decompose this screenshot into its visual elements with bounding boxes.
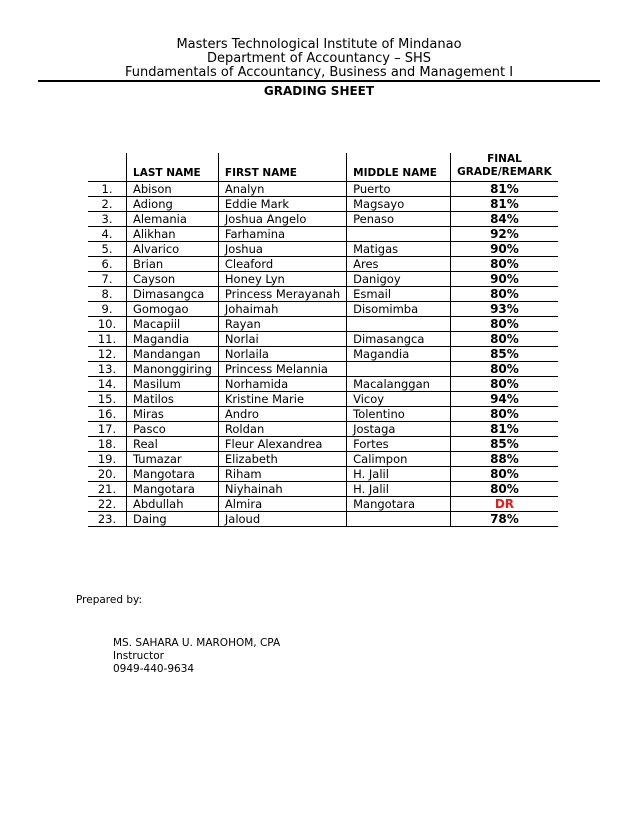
row-number: 14. [88, 377, 127, 392]
table-row [88, 287, 558, 302]
signatory-phone: 0949-440-9634 [113, 663, 195, 675]
grade-cell: 94% [451, 392, 558, 407]
grade-cell: 85% [451, 347, 558, 362]
middle-name-cell: Jostaga [347, 422, 451, 437]
middle-name-cell: Matigas [347, 242, 451, 257]
row-number: 9. [88, 302, 127, 317]
table-row [88, 332, 558, 347]
middle-name-cell: Mangotara [347, 497, 451, 512]
middle-name-cell: Macalanggan [347, 377, 451, 392]
last-name-cell: Real [127, 437, 219, 452]
table-body [88, 182, 558, 527]
last-name-cell: Miras [127, 407, 219, 422]
first-name-cell: Rayan [218, 317, 346, 332]
last-name-cell: Abison [127, 182, 219, 197]
last-name-cell: Adiong [127, 197, 219, 212]
col-first-name-header: FIRST NAME [218, 153, 346, 182]
last-name-cell: Cayson [127, 272, 219, 287]
first-name-cell: Johaimah [218, 302, 346, 317]
table-row [88, 227, 558, 242]
first-name-cell: Elizabeth [218, 452, 346, 467]
last-name-cell: Pasco [127, 422, 219, 437]
table-row [88, 452, 558, 467]
grade-cell: DR [451, 497, 558, 512]
grade-cell: 80% [451, 362, 558, 377]
grade-cell: 93% [451, 302, 558, 317]
header-divider [38, 80, 600, 82]
first-name-cell: Princess Merayanah [218, 287, 346, 302]
table-row [88, 257, 558, 272]
table-row [88, 212, 558, 227]
first-name-cell: Farhamina [218, 227, 346, 242]
row-number: 1. [88, 182, 127, 197]
school-name: Masters Technological Institute of Mindanao [176, 37, 462, 52]
middle-name-cell: Fortes [347, 437, 451, 452]
last-name-cell: Manonggiring [127, 362, 219, 377]
grade-cell: 80% [451, 257, 558, 272]
first-name-cell: Norlaila [218, 347, 346, 362]
last-name-cell: Tumazar [127, 452, 219, 467]
table-row [88, 377, 558, 392]
grade-cell: 81% [451, 422, 558, 437]
row-number: 16. [88, 407, 127, 422]
row-number: 19. [88, 452, 127, 467]
table-row [88, 467, 558, 482]
table-row [88, 317, 558, 332]
last-name-cell: Mangotara [127, 467, 219, 482]
grade-cell: 81% [451, 182, 558, 197]
last-name-cell: Alikhan [127, 227, 219, 242]
last-name-cell: Alvarico [127, 242, 219, 257]
last-name-cell: Matilos [127, 392, 219, 407]
grade-cell: 78% [451, 512, 558, 527]
table-row [88, 437, 558, 452]
row-number: 15. [88, 392, 127, 407]
signatory-position: Instructor [113, 650, 164, 662]
middle-name-cell: Magsayo [347, 197, 451, 212]
last-name-cell: Magandia [127, 332, 219, 347]
last-name-cell: Daing [127, 512, 219, 527]
grade-cell: 81% [451, 197, 558, 212]
middle-name-cell [347, 227, 451, 242]
subject-name: Fundamentals of Accountancy, Business and Management I [124, 65, 514, 80]
grade-cell: 92% [451, 227, 558, 242]
signatory-name: MS. SAHARA U. MAROHOM, CPA [113, 637, 281, 649]
row-number: 22. [88, 497, 127, 512]
last-name-cell: Dimasangca [127, 287, 219, 302]
middle-name-cell: Ares [347, 257, 451, 272]
row-number: 11. [88, 332, 127, 347]
first-name-cell: Niyhainah [218, 482, 346, 497]
row-number: 21. [88, 482, 127, 497]
table-row [88, 482, 558, 497]
first-name-cell: Kristine Marie [218, 392, 346, 407]
table-row [88, 422, 558, 437]
table-row [88, 362, 558, 377]
middle-name-cell: H. Jalil [347, 482, 451, 497]
grade-cell: 88% [451, 452, 558, 467]
first-name-cell: Roldan [218, 422, 346, 437]
table-header-row [88, 153, 558, 182]
first-name-cell: Norhamida [218, 377, 346, 392]
middle-name-cell [347, 317, 451, 332]
grade-cell: 80% [451, 332, 558, 347]
table-row [88, 497, 558, 512]
col-middle-name-header: MIDDLE NAME [347, 153, 451, 182]
last-name-cell: Mandangan [127, 347, 219, 362]
table-row [88, 407, 558, 422]
page-title: GRADING SHEET [263, 84, 375, 98]
row-number: 20. [88, 467, 127, 482]
first-name-cell: Joshua Angelo [218, 212, 346, 227]
first-name-cell: Almira [218, 497, 346, 512]
grade-cell: 80% [451, 377, 558, 392]
middle-name-cell: Puerto [347, 182, 451, 197]
grade-cell: 80% [451, 482, 558, 497]
table-row [88, 272, 558, 287]
middle-name-cell: Danigoy [347, 272, 451, 287]
grading-table [88, 153, 558, 527]
middle-name-cell: Dimasangca [347, 332, 451, 347]
grade-cell: 84% [451, 212, 558, 227]
grade-header-line1: FINAL [487, 153, 522, 165]
col-number-header [88, 153, 127, 182]
signatory-block [113, 637, 280, 676]
first-name-cell: Analyn [218, 182, 346, 197]
table-row [88, 197, 558, 212]
middle-name-cell: Penaso [347, 212, 451, 227]
middle-name-cell: Tolentino [347, 407, 451, 422]
table-row [88, 512, 558, 527]
middle-name-cell: H. Jalil [347, 467, 451, 482]
table-row [88, 182, 558, 197]
grade-cell: 80% [451, 317, 558, 332]
first-name-cell: Eddie Mark [218, 197, 346, 212]
table-row [88, 302, 558, 317]
last-name-cell: Gomogao [127, 302, 219, 317]
last-name-cell: Brian [127, 257, 219, 272]
table-row [88, 347, 558, 362]
last-name-cell: Abdullah [127, 497, 219, 512]
row-number: 8. [88, 287, 127, 302]
col-last-name-header: LAST NAME [127, 153, 219, 182]
row-number: 18. [88, 437, 127, 452]
table-row [88, 242, 558, 257]
prepared-by-label: Prepared by: [76, 594, 142, 606]
middle-name-cell: Disomimba [347, 302, 451, 317]
first-name-cell: Joshua [218, 242, 346, 257]
row-number: 12. [88, 347, 127, 362]
row-number: 17. [88, 422, 127, 437]
row-number: 5. [88, 242, 127, 257]
first-name-cell: Riham [218, 467, 346, 482]
grade-cell: 90% [451, 272, 558, 287]
row-number: 13. [88, 362, 127, 377]
last-name-cell: Masilum [127, 377, 219, 392]
first-name-cell: Jaloud [218, 512, 346, 527]
grade-cell: 80% [451, 467, 558, 482]
last-name-cell: Mangotara [127, 482, 219, 497]
last-name-cell: Alemania [127, 212, 219, 227]
row-number: 7. [88, 272, 127, 287]
first-name-cell: Cleaford [218, 257, 346, 272]
grade-cell: 85% [451, 437, 558, 452]
middle-name-cell: Vicoy [347, 392, 451, 407]
last-name-cell: Macapiil [127, 317, 219, 332]
first-name-cell: Honey Lyn [218, 272, 346, 287]
row-number: 2. [88, 197, 127, 212]
middle-name-cell: Calimpon [347, 452, 451, 467]
first-name-cell: Norlai [218, 332, 346, 347]
first-name-cell: Andro [218, 407, 346, 422]
row-number: 3. [88, 212, 127, 227]
grade-cell: 80% [451, 287, 558, 302]
middle-name-cell [347, 362, 451, 377]
row-number: 23. [88, 512, 127, 527]
grade-cell: 80% [451, 407, 558, 422]
first-name-cell: Princess Melannia [218, 362, 346, 377]
department-name: Department of Accountancy – SHS [206, 51, 432, 66]
first-name-cell: Fleur Alexandrea [218, 437, 346, 452]
row-number: 6. [88, 257, 127, 272]
grade-header-line2: GRADE/REMARK [457, 166, 552, 178]
middle-name-cell: Magandia [347, 347, 451, 362]
row-number: 10. [88, 317, 127, 332]
middle-name-cell: Esmail [347, 287, 451, 302]
col-grade-header [451, 153, 558, 182]
row-number: 4. [88, 227, 127, 242]
table-row [88, 392, 558, 407]
middle-name-cell [347, 512, 451, 527]
grade-cell: 90% [451, 242, 558, 257]
document-header [0, 38, 638, 80]
